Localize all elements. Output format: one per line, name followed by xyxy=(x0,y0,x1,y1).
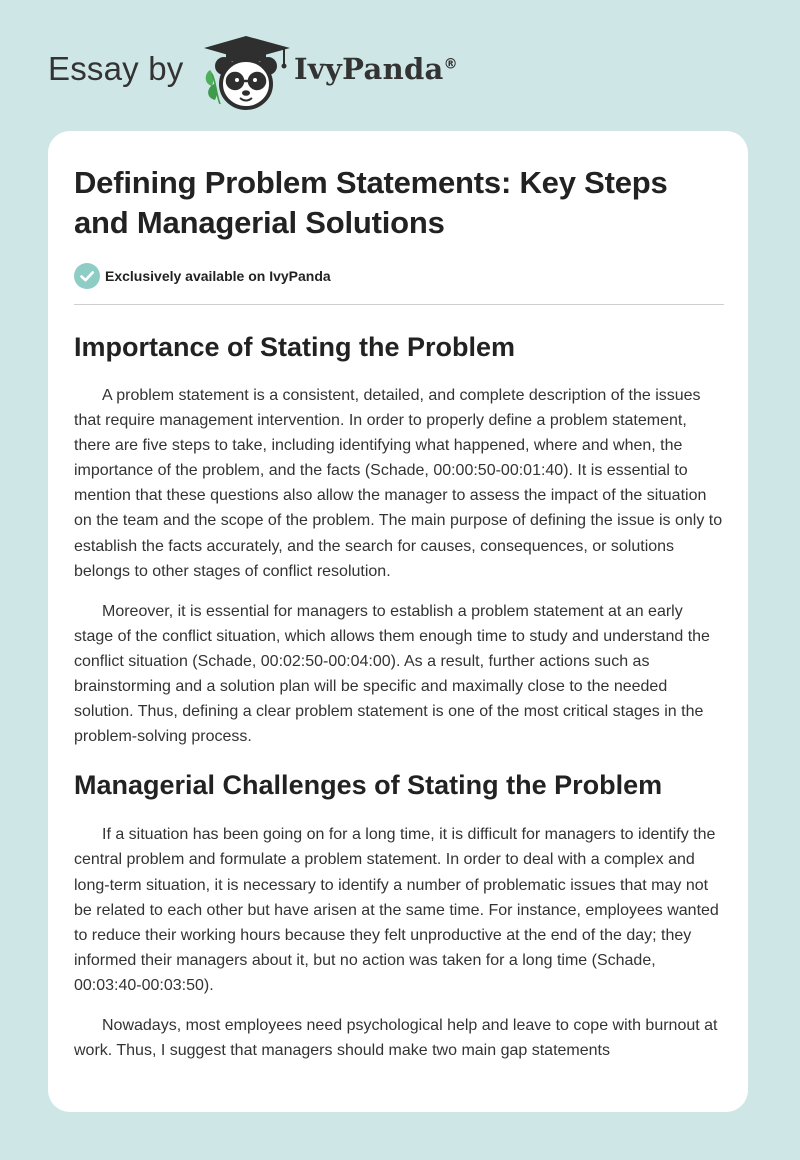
paragraph: Moreover, it is essential for managers to establish a problem statement at an early stage of the conflict situation, which allows them enough time to study and understand the conflict situation (Schade, 00:02:50-00:04:00). As a result, further actions such as brainstorming and a solution plan will be specific and maximally close to the needed solution. Thus, defining a clear problem statement is one of the most critical stages in the problem-solving process. xyxy=(74,602,710,746)
exclusive-badge-text: Exclusively available on IvyPanda xyxy=(105,268,331,284)
essay-by-label: Essay by xyxy=(48,50,184,87)
paragraph: Nowadays, most employees need psychological help and leave to cope with burnout at work. Thus, I suggest that managers should make two main gap statements xyxy=(74,1016,718,1060)
article-content xyxy=(74,163,724,1063)
site-header xyxy=(0,0,800,130)
article-title: Defining Problem Statements: Key Steps and Managerial Solutions xyxy=(74,165,668,240)
article-card xyxy=(48,131,748,1112)
section-heading: Importance of Stating the Problem xyxy=(74,332,516,362)
check-circle-icon xyxy=(74,263,100,289)
brand-name[interactable] xyxy=(294,52,458,86)
exclusive-badge xyxy=(74,263,724,289)
brand-text: IvyPanda xyxy=(294,52,444,86)
title-divider xyxy=(74,304,724,305)
panda-graduate-icon[interactable] xyxy=(200,34,292,114)
registered-mark: ® xyxy=(443,56,458,73)
paragraph: If a situation has been going on for a long time, it is difficult for managers to identify the central problem and formulate a problem statement. In order to deal with a complex and long-term situation, it is necessary to identify a number of problematic issues that may not be related to each other but have arisen at the same time. For instance, employees wanted to reduce their working hours because they felt unproductive at the end of the day; they informed their managers about it, but no action was taken for a long time (Schade, 00:03:40-00:03:50). xyxy=(74,826,719,994)
section-heading: Managerial Challenges of Stating the Problem xyxy=(74,770,663,801)
paragraph: A problem statement is a consistent, detailed, and complete description of the issues that require management intervention. In order to properly define a problem statement, there are five steps to take, including identifying what happened, where and when, the importance of the problem, and the facts (Schade, 00:00:50-00:01:40). It is essential to mention that these questions also allow the manager to assess the impact of the situation on the team and the scope of the problem. The main purpose of defining the issue is only to establish the facts accurately, and the search for causes, consequences, or solutions belongs to other stages of conflict resolution. xyxy=(74,387,723,580)
